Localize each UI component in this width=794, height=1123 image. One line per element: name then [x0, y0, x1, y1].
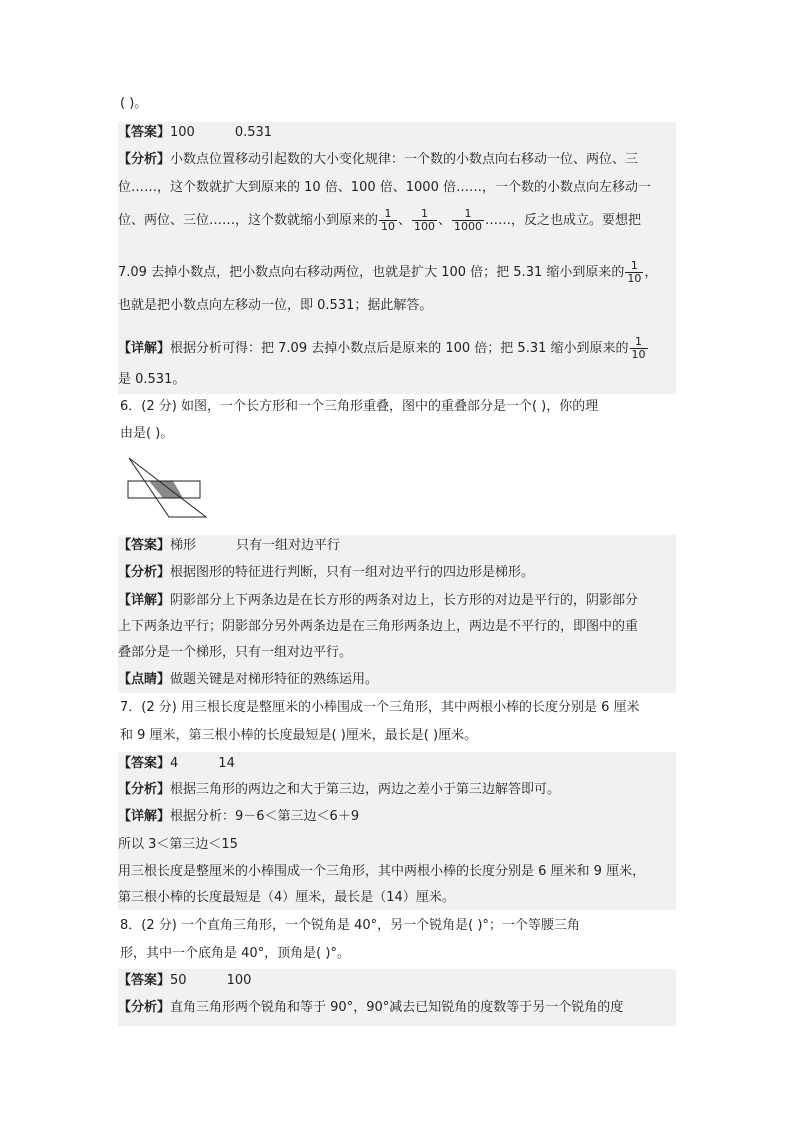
q8-analysis-line: 【分析】直角三角形两个锐角和等于 90°，90°减去已知锐角的度数等于另一个锐角的度: [118, 1000, 624, 1015]
rectangle-triangle-overlap-figure: [124, 455, 210, 521]
q5-detail-line-2: 是 0.531。: [118, 372, 186, 387]
answer-tag: 【答案】: [118, 973, 171, 988]
analysis-tag: 【分析】: [118, 1000, 171, 1015]
q7-detail-line-1: 【详解】根据分析：9－6＜第三边＜6＋9: [118, 809, 360, 824]
q8-answer-2: 100: [226, 973, 252, 988]
answer-tag: 【答案】: [118, 756, 171, 771]
q5-analysis-line-3: 位、两位、三位……，这个数就缩小到原来的 $\frac{1}{10}$ 、 $\frac{1}{100}$ 、 $\frac{1}{1000}$ ……，反之也成立。要想把: [118, 207, 642, 233]
q7-question-line-2: 和 9 厘米，第三根小棒的长度最短是( )厘米，最长是( )厘米。: [120, 728, 478, 743]
q6-question-line-2: 由是( )。: [120, 426, 174, 441]
q6-comment-line: 【点睛】做题关键是对梯形特征的熟练运用。: [118, 672, 379, 687]
answer-tag: 【答案】: [118, 538, 171, 553]
q8-solution-block: [118, 969, 676, 1026]
fraction-one-tenth: $\frac{1}{10}$: [631, 335, 646, 361]
previous-question-blank: ( )。: [120, 96, 148, 111]
q8-question-line-1: 8．(2 分) 一个直角三角形，一个锐角是 40°，另一个锐角是( )°；一个等腰三角: [120, 918, 580, 933]
q6-question-line-1: 6．(2 分) 如图，一个长方形和一个三角形重叠，图中的重叠部分是一个( )，你的理: [120, 399, 599, 414]
analysis-tag: 【分析】: [118, 152, 171, 167]
q6-answer-2: 只有一组对边平行: [236, 538, 341, 553]
q6-answer-1: 梯形: [170, 538, 197, 553]
analysis-tag: 【分析】: [118, 565, 171, 580]
fraction-one-hundredth: $\frac{1}{100}$: [414, 207, 436, 233]
q6-analysis-line: 【分析】根据图形的特征进行判断，只有一组对边平行的四边形是梯形。: [118, 565, 535, 580]
q7-analysis-line: 【分析】根据三角形的两边之和大于第三边，两边之差小于第三边解答即可。: [118, 782, 561, 797]
answer-tag: 【答案】: [118, 125, 171, 140]
q7-detail-line-3: 用三根长度是整厘米的小棒围成一个三角形，其中两根小棒的长度分别是 6 厘米和 9 厘米，: [118, 864, 646, 879]
q7-question-line-1: 7．(2 分) 用三根长度是整厘米的小棒围成一个三角形，其中两根小棒的长度分别是 6 厘米: [120, 700, 640, 715]
q5-detail-line-1: 【详解】根据分析可得：把 7.09 去掉小数点后是原来的 100 倍；把 5.31 缩小到原来的 $\frac{1}{10}$: [118, 335, 646, 361]
q6-detail-line-3: 叠部分是一个梯形，只有一组对边平行。: [118, 645, 353, 660]
detail-tag: 【详解】: [118, 593, 171, 608]
fraction-one-thousandth: $\frac{1}{1000}$: [454, 207, 483, 233]
detail-tag: 【详解】: [118, 809, 171, 824]
q5-answer-line: [118, 125, 272, 141]
triangle-shape: [129, 458, 206, 517]
q8-answer-1: 50: [170, 973, 187, 988]
q7-detail-line-4: 第三根小棒的长度最短是（4）厘米，最长是（14）厘米。: [118, 890, 455, 905]
q7-answer-line: [118, 756, 235, 772]
analysis-tag: 【分析】: [118, 782, 171, 797]
q6-answer-line: [118, 538, 340, 554]
q5-answer-1: 100: [170, 125, 195, 140]
q6-solution-block: [118, 535, 676, 693]
q5-analysis-line-1: 【分析】小数点位置移动引起数的大小变化规律：一个数的小数点向右移动一位、两位、三: [118, 152, 639, 167]
fraction-one-tenth: $\frac{1}{10}$: [627, 259, 642, 285]
q5-answer-2: 0.531: [234, 125, 273, 140]
q5-solution-block: [118, 122, 676, 394]
comment-tag: 【点睛】: [118, 672, 171, 687]
q5-analysis-line-2: 位……，这个数就扩大到原来的 10 倍、100 倍、1000 倍……，一个数的小数点向左移动一: [118, 180, 651, 195]
q7-answer-1: 4: [170, 756, 179, 771]
detail-tag: 【详解】: [118, 341, 171, 356]
q8-question-line-2: 形，其中一个底角是 40°，顶角是( )°。: [120, 946, 350, 961]
q7-solution-block: [118, 752, 676, 910]
q8-answer-line: [118, 973, 251, 989]
q7-answer-2: 14: [218, 756, 235, 771]
q6-detail-line-2: 上下两条边平行；阴影部分另外两条边是在三角形两条边上，两边是不平行的，即图中的重: [118, 619, 639, 634]
q5-analysis-line-5: 也就是把小数点向左移动一位，即 0.531；据此解答。: [118, 298, 433, 313]
q6-detail-line-1: 【详解】阴影部分上下两条边是在长方形的两条对边上，长方形的对边是平行的，阴影部分: [118, 593, 639, 608]
q5-analysis-line-4: 7.09 去掉小数点，把小数点向右移动两位，也就是扩大 100 倍；把 5.31 缩小到原来的 $\frac{1}{10}$ ，: [118, 259, 658, 285]
q7-detail-line-2: 所以 3＜第三边＜15: [118, 837, 238, 852]
fraction-one-tenth: $\frac{1}{10}$: [381, 207, 396, 233]
